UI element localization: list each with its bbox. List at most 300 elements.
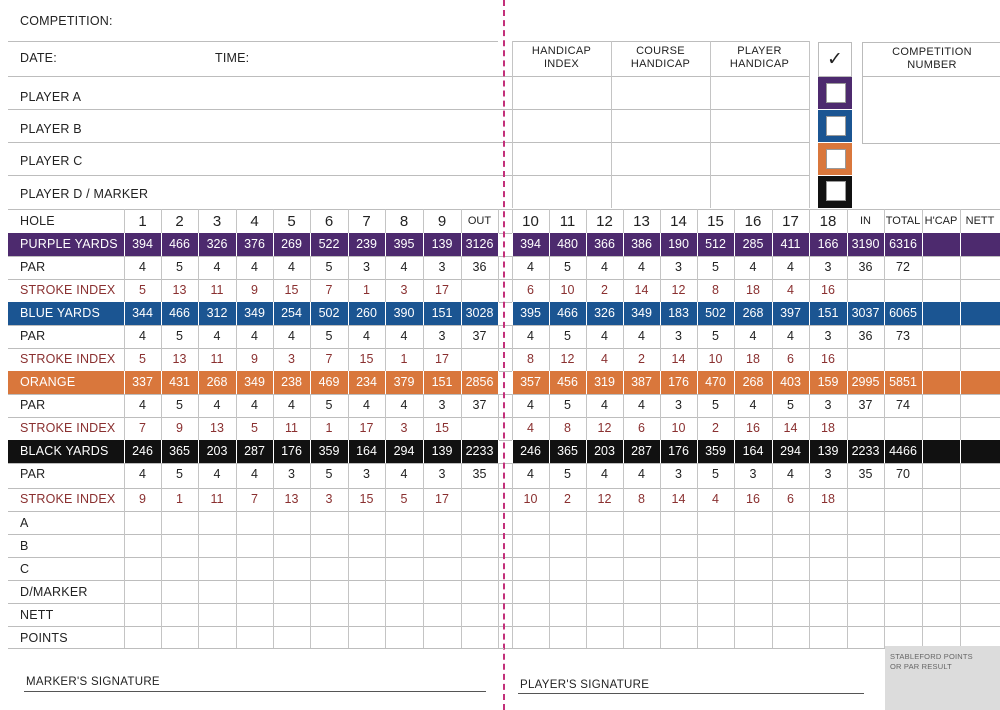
band-cell: 319 <box>594 375 615 389</box>
score-row-label: NETT <box>20 608 54 622</box>
band-cell: 366 <box>594 237 615 251</box>
score-input-cell[interactable] <box>237 581 273 603</box>
band-cell: 239 <box>356 237 377 251</box>
score-input-cell[interactable] <box>661 581 697 603</box>
score-input-cell[interactable] <box>513 512 549 534</box>
si-cell: 1 <box>325 421 333 435</box>
par-cell: 5 <box>564 260 571 274</box>
par-cell: 5 <box>176 260 183 274</box>
si-row-label: STROKE INDEX <box>20 283 116 297</box>
band-cell: 403 <box>780 375 801 389</box>
score-input-cell[interactable] <box>550 535 586 557</box>
score-input-cell[interactable] <box>885 535 922 557</box>
par-cell: 4 <box>251 398 258 412</box>
score-input-cell[interactable] <box>810 558 847 580</box>
score-input-cell[interactable] <box>848 627 884 648</box>
par-cell: 4 <box>749 329 757 343</box>
si-cell: 6 <box>527 283 534 297</box>
band-cell: 164 <box>742 444 764 458</box>
band-cell: 151 <box>817 306 839 320</box>
score-input-cell[interactable] <box>550 627 586 648</box>
band-cell: 294 <box>780 444 801 458</box>
markers-signature-line[interactable] <box>24 691 486 692</box>
score-input-cell[interactable] <box>274 535 310 557</box>
band-cell: 386 <box>631 237 652 251</box>
par-cell: 35 <box>472 467 487 481</box>
band-cell: 269 <box>281 237 302 251</box>
score-input-cell[interactable] <box>661 604 697 626</box>
par-cell: 4 <box>213 398 221 412</box>
par-cell: 3 <box>675 467 682 481</box>
score-input-cell[interactable] <box>424 581 461 603</box>
si-cell: 10 <box>708 352 723 366</box>
score-input-cell[interactable] <box>274 558 310 580</box>
par-cell: 4 <box>363 329 370 343</box>
band-cell: 394 <box>132 237 153 251</box>
score-input-cell[interactable] <box>125 581 161 603</box>
checkmark-icon: ✓ <box>827 48 843 70</box>
band-cell: 190 <box>668 237 689 251</box>
perforation-line <box>503 0 505 710</box>
par-cell: 37 <box>472 329 487 343</box>
score-input-cell[interactable] <box>199 512 236 534</box>
score-input-cell[interactable] <box>462 535 498 557</box>
par-cell: 36 <box>858 329 873 343</box>
score-input-cell[interactable] <box>424 512 461 534</box>
band-cell: 326 <box>206 237 228 251</box>
header-line: NUMBER <box>907 59 957 71</box>
band-cell: 4466 <box>889 444 917 458</box>
score-input-cell[interactable] <box>199 627 236 648</box>
band-cell: 159 <box>817 375 839 389</box>
score-input-cell[interactable] <box>274 627 310 648</box>
score-input-cell[interactable] <box>810 604 847 626</box>
score-input-cell[interactable] <box>698 512 734 534</box>
hole-number: 17 <box>782 213 799 230</box>
score-input-cell[interactable] <box>237 627 273 648</box>
par-cell: 5 <box>712 260 719 274</box>
score-input-cell[interactable] <box>735 512 772 534</box>
score-input-cell[interactable] <box>735 535 772 557</box>
divider <box>8 648 504 649</box>
divider <box>8 175 810 176</box>
score-input-cell[interactable] <box>386 558 423 580</box>
score-input-cell[interactable] <box>311 604 348 626</box>
score-input-cell[interactable] <box>125 627 161 648</box>
score-input-cell[interactable] <box>274 512 310 534</box>
score-input-cell[interactable] <box>162 535 198 557</box>
score-input-cell[interactable] <box>624 535 660 557</box>
score-input-cell[interactable] <box>773 558 809 580</box>
score-input-cell[interactable] <box>349 604 385 626</box>
si-cell: 3 <box>400 421 408 435</box>
score-input-cell[interactable] <box>885 604 922 626</box>
score-input-cell[interactable] <box>735 627 772 648</box>
orange-checkbox[interactable] <box>826 149 846 169</box>
band-cell: 512 <box>705 237 726 251</box>
score-input-cell[interactable] <box>661 512 697 534</box>
si-cell: 18 <box>746 283 760 297</box>
par-cell: 4 <box>787 329 794 343</box>
par-cell: 5 <box>787 398 794 412</box>
score-input-cell[interactable] <box>424 604 461 626</box>
score-input-cell[interactable] <box>550 604 586 626</box>
hole-number: 13 <box>633 213 650 230</box>
score-input-cell[interactable] <box>698 604 734 626</box>
si-cell: 8 <box>638 492 645 506</box>
score-input-cell[interactable] <box>810 512 847 534</box>
score-input-cell[interactable] <box>661 558 697 580</box>
band-cell: 466 <box>169 237 190 251</box>
si-row-label: STROKE INDEX <box>20 352 116 366</box>
band-cell: 469 <box>318 375 340 389</box>
score-input-cell[interactable] <box>587 512 623 534</box>
si-cell: 5 <box>400 492 408 506</box>
score-input-cell[interactable] <box>349 512 385 534</box>
band-cell: 359 <box>318 444 340 458</box>
si-cell: 18 <box>821 421 835 435</box>
band-cell: 6065 <box>889 306 917 320</box>
score-input-cell[interactable] <box>773 535 809 557</box>
score-input-cell[interactable] <box>587 627 623 648</box>
score-input-cell[interactable] <box>810 581 847 603</box>
score-input-cell[interactable] <box>199 581 236 603</box>
band-cell: 203 <box>206 444 228 458</box>
score-input-cell[interactable] <box>923 604 960 626</box>
score-input-cell[interactable] <box>125 604 161 626</box>
si-cell: 4 <box>601 352 608 366</box>
si-cell: 11 <box>210 492 224 506</box>
score-input-cell[interactable] <box>550 581 586 603</box>
players-signature-line[interactable] <box>518 693 864 694</box>
par-cell: 4 <box>288 260 295 274</box>
score-input-cell[interactable] <box>735 558 772 580</box>
band-row-label: ORANGE <box>20 375 76 389</box>
hole-number: IN <box>860 215 871 227</box>
par-cell: 3 <box>363 467 370 481</box>
par-cell: 4 <box>400 260 408 274</box>
par-cell: 4 <box>601 398 608 412</box>
score-input-cell[interactable] <box>923 512 960 534</box>
score-input-cell[interactable] <box>810 535 847 557</box>
par-cell: 4 <box>527 467 534 481</box>
score-input-cell[interactable] <box>462 604 498 626</box>
score-input-cell[interactable] <box>513 558 549 580</box>
player-a-label: PLAYER A <box>20 90 82 104</box>
divider <box>8 142 810 143</box>
score-input-cell[interactable] <box>424 558 461 580</box>
si-cell: 6 <box>787 352 794 366</box>
score-input-cell[interactable] <box>513 627 549 648</box>
si-cell: 5 <box>251 421 258 435</box>
hole-number: 3 <box>212 213 222 230</box>
score-input-cell[interactable] <box>810 627 847 648</box>
score-input-cell[interactable] <box>848 604 884 626</box>
black-checkbox[interactable] <box>826 181 846 201</box>
si-cell: 17 <box>435 492 449 506</box>
par-cell: 3 <box>675 329 682 343</box>
score-input-cell[interactable] <box>624 558 660 580</box>
player-c-label: PLAYER C <box>20 154 83 168</box>
score-input-cell[interactable] <box>349 558 385 580</box>
band-cell: 3126 <box>465 237 494 251</box>
score-input-cell[interactable] <box>513 535 549 557</box>
score-input-cell[interactable] <box>349 535 385 557</box>
score-input-cell[interactable] <box>885 558 922 580</box>
score-input-cell[interactable] <box>462 581 498 603</box>
band-cell: 411 <box>780 237 801 251</box>
score-input-cell[interactable] <box>199 535 236 557</box>
band-cell: 260 <box>356 306 377 320</box>
score-input-cell[interactable] <box>274 581 310 603</box>
score-input-cell[interactable] <box>162 512 198 534</box>
score-input-cell[interactable] <box>587 535 623 557</box>
si-cell: 2 <box>564 492 571 506</box>
band-cell: 139 <box>817 444 839 458</box>
score-input-cell[interactable] <box>550 512 586 534</box>
score-input-cell[interactable] <box>961 604 1000 626</box>
hole-number: 15 <box>707 213 724 230</box>
score-input-cell[interactable] <box>961 535 1000 557</box>
score-input-cell[interactable] <box>274 604 310 626</box>
si-cell: 3 <box>288 352 295 366</box>
score-input-cell[interactable] <box>698 581 734 603</box>
score-input-cell[interactable] <box>923 627 960 648</box>
score-input-cell[interactable] <box>550 558 586 580</box>
band-row-label: BLACK YARDS <box>20 444 109 458</box>
hole-number: 4 <box>250 213 259 230</box>
score-input-cell[interactable] <box>125 512 161 534</box>
score-input-cell[interactable] <box>349 627 385 648</box>
score-input-cell[interactable] <box>125 535 161 557</box>
header-line: PLAYER <box>737 45 782 57</box>
band-separator <box>922 233 923 256</box>
par-cell: 4 <box>601 260 608 274</box>
score-input-cell[interactable] <box>424 627 461 648</box>
stableford-line: STABLEFORD POINTS <box>890 652 973 661</box>
score-input-cell[interactable] <box>237 604 273 626</box>
si-cell: 9 <box>251 283 258 297</box>
band-cell: 357 <box>520 375 541 389</box>
band-cell: 3037 <box>851 306 880 320</box>
score-input-cell[interactable] <box>587 558 623 580</box>
score-input-cell[interactable] <box>237 558 273 580</box>
si-cell: 4 <box>527 421 534 435</box>
band-cell: 480 <box>557 237 578 251</box>
score-input-cell[interactable] <box>773 581 809 603</box>
par-cell: 4 <box>251 329 258 343</box>
par-cell: 70 <box>896 467 910 481</box>
score-input-cell[interactable] <box>386 512 423 534</box>
score-input-cell[interactable] <box>237 535 273 557</box>
score-input-cell[interactable] <box>513 604 549 626</box>
par-row-label: PAR <box>20 260 46 274</box>
score-input-cell[interactable] <box>587 604 623 626</box>
band-cell: 466 <box>169 306 190 320</box>
score-input-cell[interactable] <box>162 604 198 626</box>
score-input-cell[interactable] <box>386 604 423 626</box>
band-cell: 2233 <box>851 444 880 458</box>
score-input-cell[interactable] <box>624 627 660 648</box>
score-input-cell[interactable] <box>923 535 960 557</box>
score-input-cell[interactable] <box>424 535 461 557</box>
hole-number: 5 <box>287 213 296 230</box>
score-input-cell[interactable] <box>735 581 772 603</box>
score-input-cell[interactable] <box>773 512 809 534</box>
score-input-cell[interactable] <box>311 627 348 648</box>
band-cell: 390 <box>393 306 415 320</box>
par-row-label: PAR <box>20 329 46 343</box>
si-cell: 16 <box>821 283 835 297</box>
score-input-cell[interactable] <box>462 627 498 648</box>
band-cell: 522 <box>318 237 340 251</box>
score-input-cell[interactable] <box>386 535 423 557</box>
score-row-label: B <box>20 539 29 553</box>
score-input-cell[interactable] <box>735 604 772 626</box>
score-input-cell[interactable] <box>848 512 884 534</box>
par-cell: 4 <box>749 398 757 412</box>
si-cell: 10 <box>523 492 538 506</box>
score-input-cell[interactable] <box>624 581 660 603</box>
score-input-cell[interactable] <box>311 512 348 534</box>
score-input-cell[interactable] <box>698 558 734 580</box>
band-cell: 466 <box>557 306 578 320</box>
score-input-cell[interactable] <box>885 512 922 534</box>
par-cell: 37 <box>472 398 487 412</box>
score-input-cell[interactable] <box>773 604 809 626</box>
hole-number: 9 <box>437 213 447 230</box>
score-input-cell[interactable] <box>311 535 348 557</box>
score-input-cell[interactable] <box>661 627 697 648</box>
par-cell: 5 <box>712 329 719 343</box>
si-cell: 17 <box>435 352 449 366</box>
score-input-cell[interactable] <box>773 627 809 648</box>
header-line: COMPETITION <box>892 46 972 58</box>
band-cell: 344 <box>132 306 153 320</box>
band-separator <box>922 440 923 463</box>
band-cell: 203 <box>594 444 615 458</box>
score-input-cell[interactable] <box>199 558 236 580</box>
band-separator <box>960 371 961 394</box>
hole-label: HOLE <box>20 214 55 228</box>
par-cell: 4 <box>213 260 221 274</box>
score-input-cell[interactable] <box>661 535 697 557</box>
si-cell: 16 <box>746 492 760 506</box>
grid-line <box>498 209 499 648</box>
si-cell: 8 <box>527 352 534 366</box>
score-input-cell[interactable] <box>624 512 660 534</box>
band-cell: 502 <box>318 306 340 320</box>
par-row-label: PAR <box>20 398 46 412</box>
si-cell: 12 <box>597 421 612 435</box>
band-cell: 365 <box>557 444 578 458</box>
par-cell: 4 <box>601 329 608 343</box>
score-input-cell[interactable] <box>848 558 884 580</box>
score-input-cell[interactable] <box>961 581 1000 603</box>
score-input-cell[interactable] <box>349 581 385 603</box>
score-input-cell[interactable] <box>923 558 960 580</box>
score-input-cell[interactable] <box>386 581 423 603</box>
score-input-cell[interactable] <box>848 581 884 603</box>
competition-number-field[interactable] <box>862 77 1000 144</box>
band-cell: 254 <box>281 306 302 320</box>
si-cell: 5 <box>139 283 146 297</box>
hole-number: 11 <box>559 213 576 230</box>
score-input-cell[interactable] <box>848 535 884 557</box>
band-cell: 176 <box>281 444 302 458</box>
par-cell: 3 <box>824 329 832 343</box>
par-cell: 3 <box>749 467 757 481</box>
par-row-label: PAR <box>20 467 46 481</box>
competition-label: COMPETITION: <box>20 14 113 28</box>
band-cell: 379 <box>393 375 415 389</box>
purple-checkbox[interactable] <box>826 83 846 103</box>
score-input-cell[interactable] <box>885 627 922 648</box>
score-row-label: POINTS <box>20 631 68 645</box>
divider <box>512 41 810 42</box>
score-input-cell[interactable] <box>162 558 198 580</box>
score-input-cell[interactable] <box>199 604 236 626</box>
band-cell: 312 <box>206 306 228 320</box>
players-signature-label: PLAYER'S SIGNATURE <box>520 679 650 691</box>
score-input-cell[interactable] <box>587 581 623 603</box>
score-input-cell[interactable] <box>513 581 549 603</box>
score-input-cell[interactable] <box>237 512 273 534</box>
score-input-cell[interactable] <box>386 627 423 648</box>
band-separator <box>498 302 499 325</box>
band-cell: 6316 <box>889 237 917 251</box>
score-input-cell[interactable] <box>162 627 198 648</box>
blue-checkbox[interactable] <box>826 116 846 136</box>
score-input-cell[interactable] <box>961 558 1000 580</box>
band-cell: 359 <box>705 444 726 458</box>
score-input-cell[interactable] <box>125 558 161 580</box>
band-separator <box>498 371 499 394</box>
score-input-cell[interactable] <box>885 581 922 603</box>
band-cell: 395 <box>520 306 541 320</box>
hole-number: H'CAP <box>924 215 958 227</box>
par-cell: 73 <box>896 329 910 343</box>
band-cell: 246 <box>132 444 153 458</box>
par-cell: 3 <box>438 467 446 481</box>
date-label: DATE: <box>20 51 57 65</box>
si-cell: 8 <box>712 283 719 297</box>
si-cell: 13 <box>172 352 187 366</box>
score-input-cell[interactable] <box>624 604 660 626</box>
par-cell: 5 <box>712 467 719 481</box>
header-line: COURSE <box>636 45 685 57</box>
score-input-cell[interactable] <box>462 558 498 580</box>
band-cell: 326 <box>594 306 615 320</box>
score-input-cell[interactable] <box>462 512 498 534</box>
score-input-cell[interactable] <box>923 581 960 603</box>
si-cell: 17 <box>435 283 449 297</box>
band-separator <box>922 371 923 394</box>
score-input-cell[interactable] <box>162 581 198 603</box>
hole-number: NETT <box>965 215 995 227</box>
score-input-cell[interactable] <box>311 558 348 580</box>
score-input-cell[interactable] <box>961 627 1000 648</box>
par-cell: 4 <box>363 398 370 412</box>
score-input-cell[interactable] <box>311 581 348 603</box>
band-cell: 349 <box>631 306 652 320</box>
par-cell: 4 <box>601 467 608 481</box>
score-input-cell[interactable] <box>698 627 734 648</box>
hole-number: 6 <box>324 213 334 230</box>
score-input-cell[interactable] <box>961 512 1000 534</box>
score-input-cell[interactable] <box>698 535 734 557</box>
par-cell: 3 <box>824 398 832 412</box>
